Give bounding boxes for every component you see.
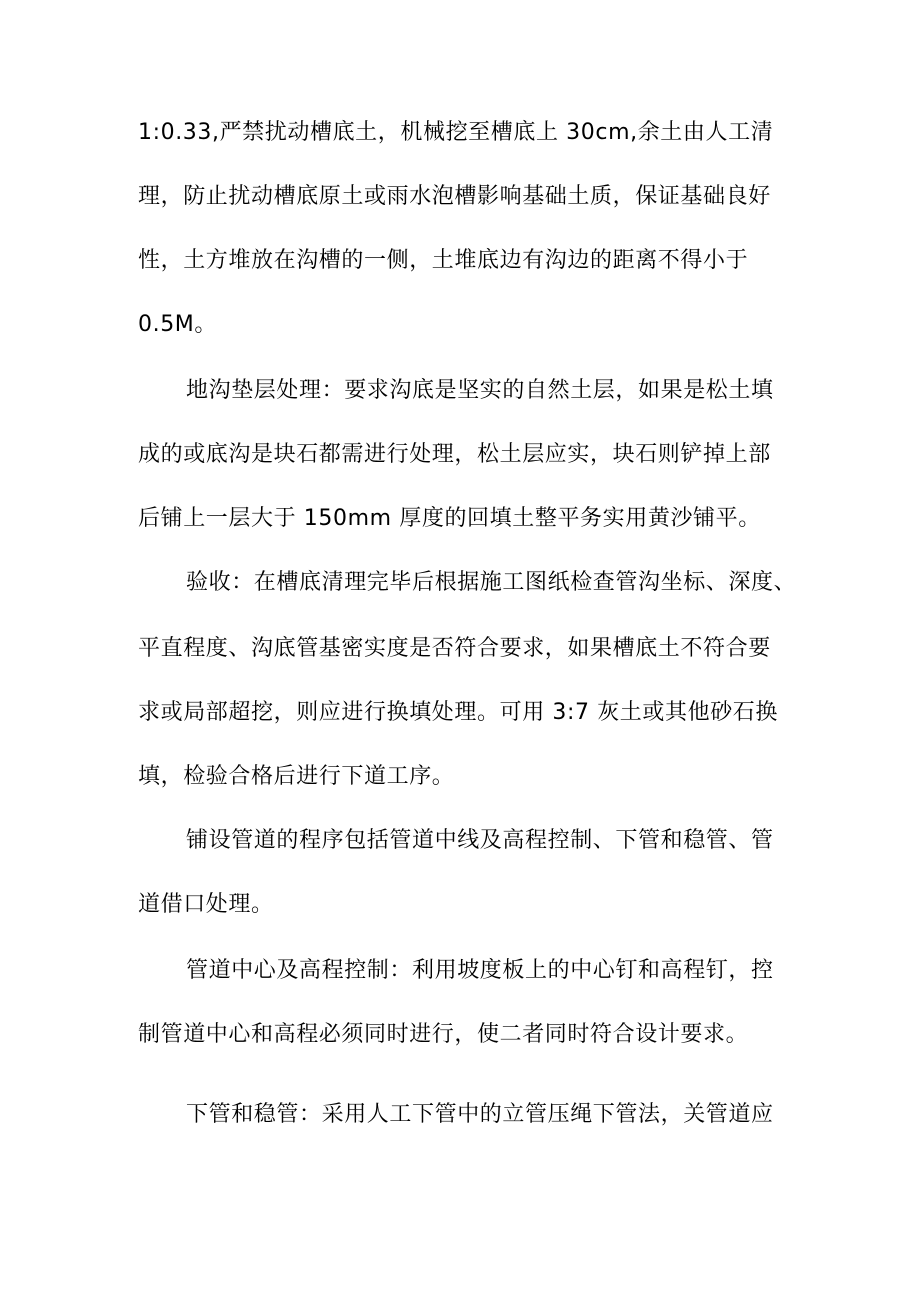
text-line: 制管道中心和高程必须同时进行，使二者同时符合设计要求。 — [138, 1022, 749, 1047]
text-line: 后铺上一层大于 150mm 厚度的回填土整平务实用黄沙铺平。 — [138, 506, 761, 531]
paragraph-start-line: 下管和稳管：采用人工下管中的立管压绳下管法，关管道应 — [186, 1102, 774, 1127]
paragraph-start-line: 铺设管道的程序包括管道中线及高程控制、下管和稳管、管 — [186, 828, 774, 853]
text-line: 平直程度、沟底管基密实度是否符合要求，如果槽底土不符合要 — [138, 636, 771, 661]
text-line: 理，防止扰动槽底原土或雨水泡槽影响基础土质，保证基础良好 — [138, 184, 771, 209]
text-line: 道借口处理。 — [138, 892, 274, 917]
text-line: 0.5M。 — [138, 312, 217, 337]
text-line: 求或局部超挖，则应进行换填处理。可用 3:7 灰土或其他砂石换 — [138, 700, 778, 725]
paragraph-start-line: 管道中心及高程控制：利用坡度板上的中心钉和高程钉，控 — [186, 958, 774, 983]
paragraph-start-line: 验收：在槽底清理完毕后根据施工图纸检查管沟坐标、深度、 — [186, 570, 797, 595]
text-line: 成的或底沟是块石都需进行处理，松土层应实，块石则铲掉上部 — [138, 442, 771, 467]
text-line: 1:0.33,严禁扰动槽底土，机械挖至槽底上 30cm,余土由人工清 — [138, 120, 774, 145]
text-line: 填，检验合格后进行下道工序。 — [138, 764, 455, 789]
text-line: 性，土方堆放在沟槽的一侧，土堆底边有沟边的距离不得小于 — [138, 248, 749, 273]
paragraph-start-line: 地沟垫层处理：要求沟底是坚实的自然土层，如果是松土填 — [186, 378, 774, 403]
